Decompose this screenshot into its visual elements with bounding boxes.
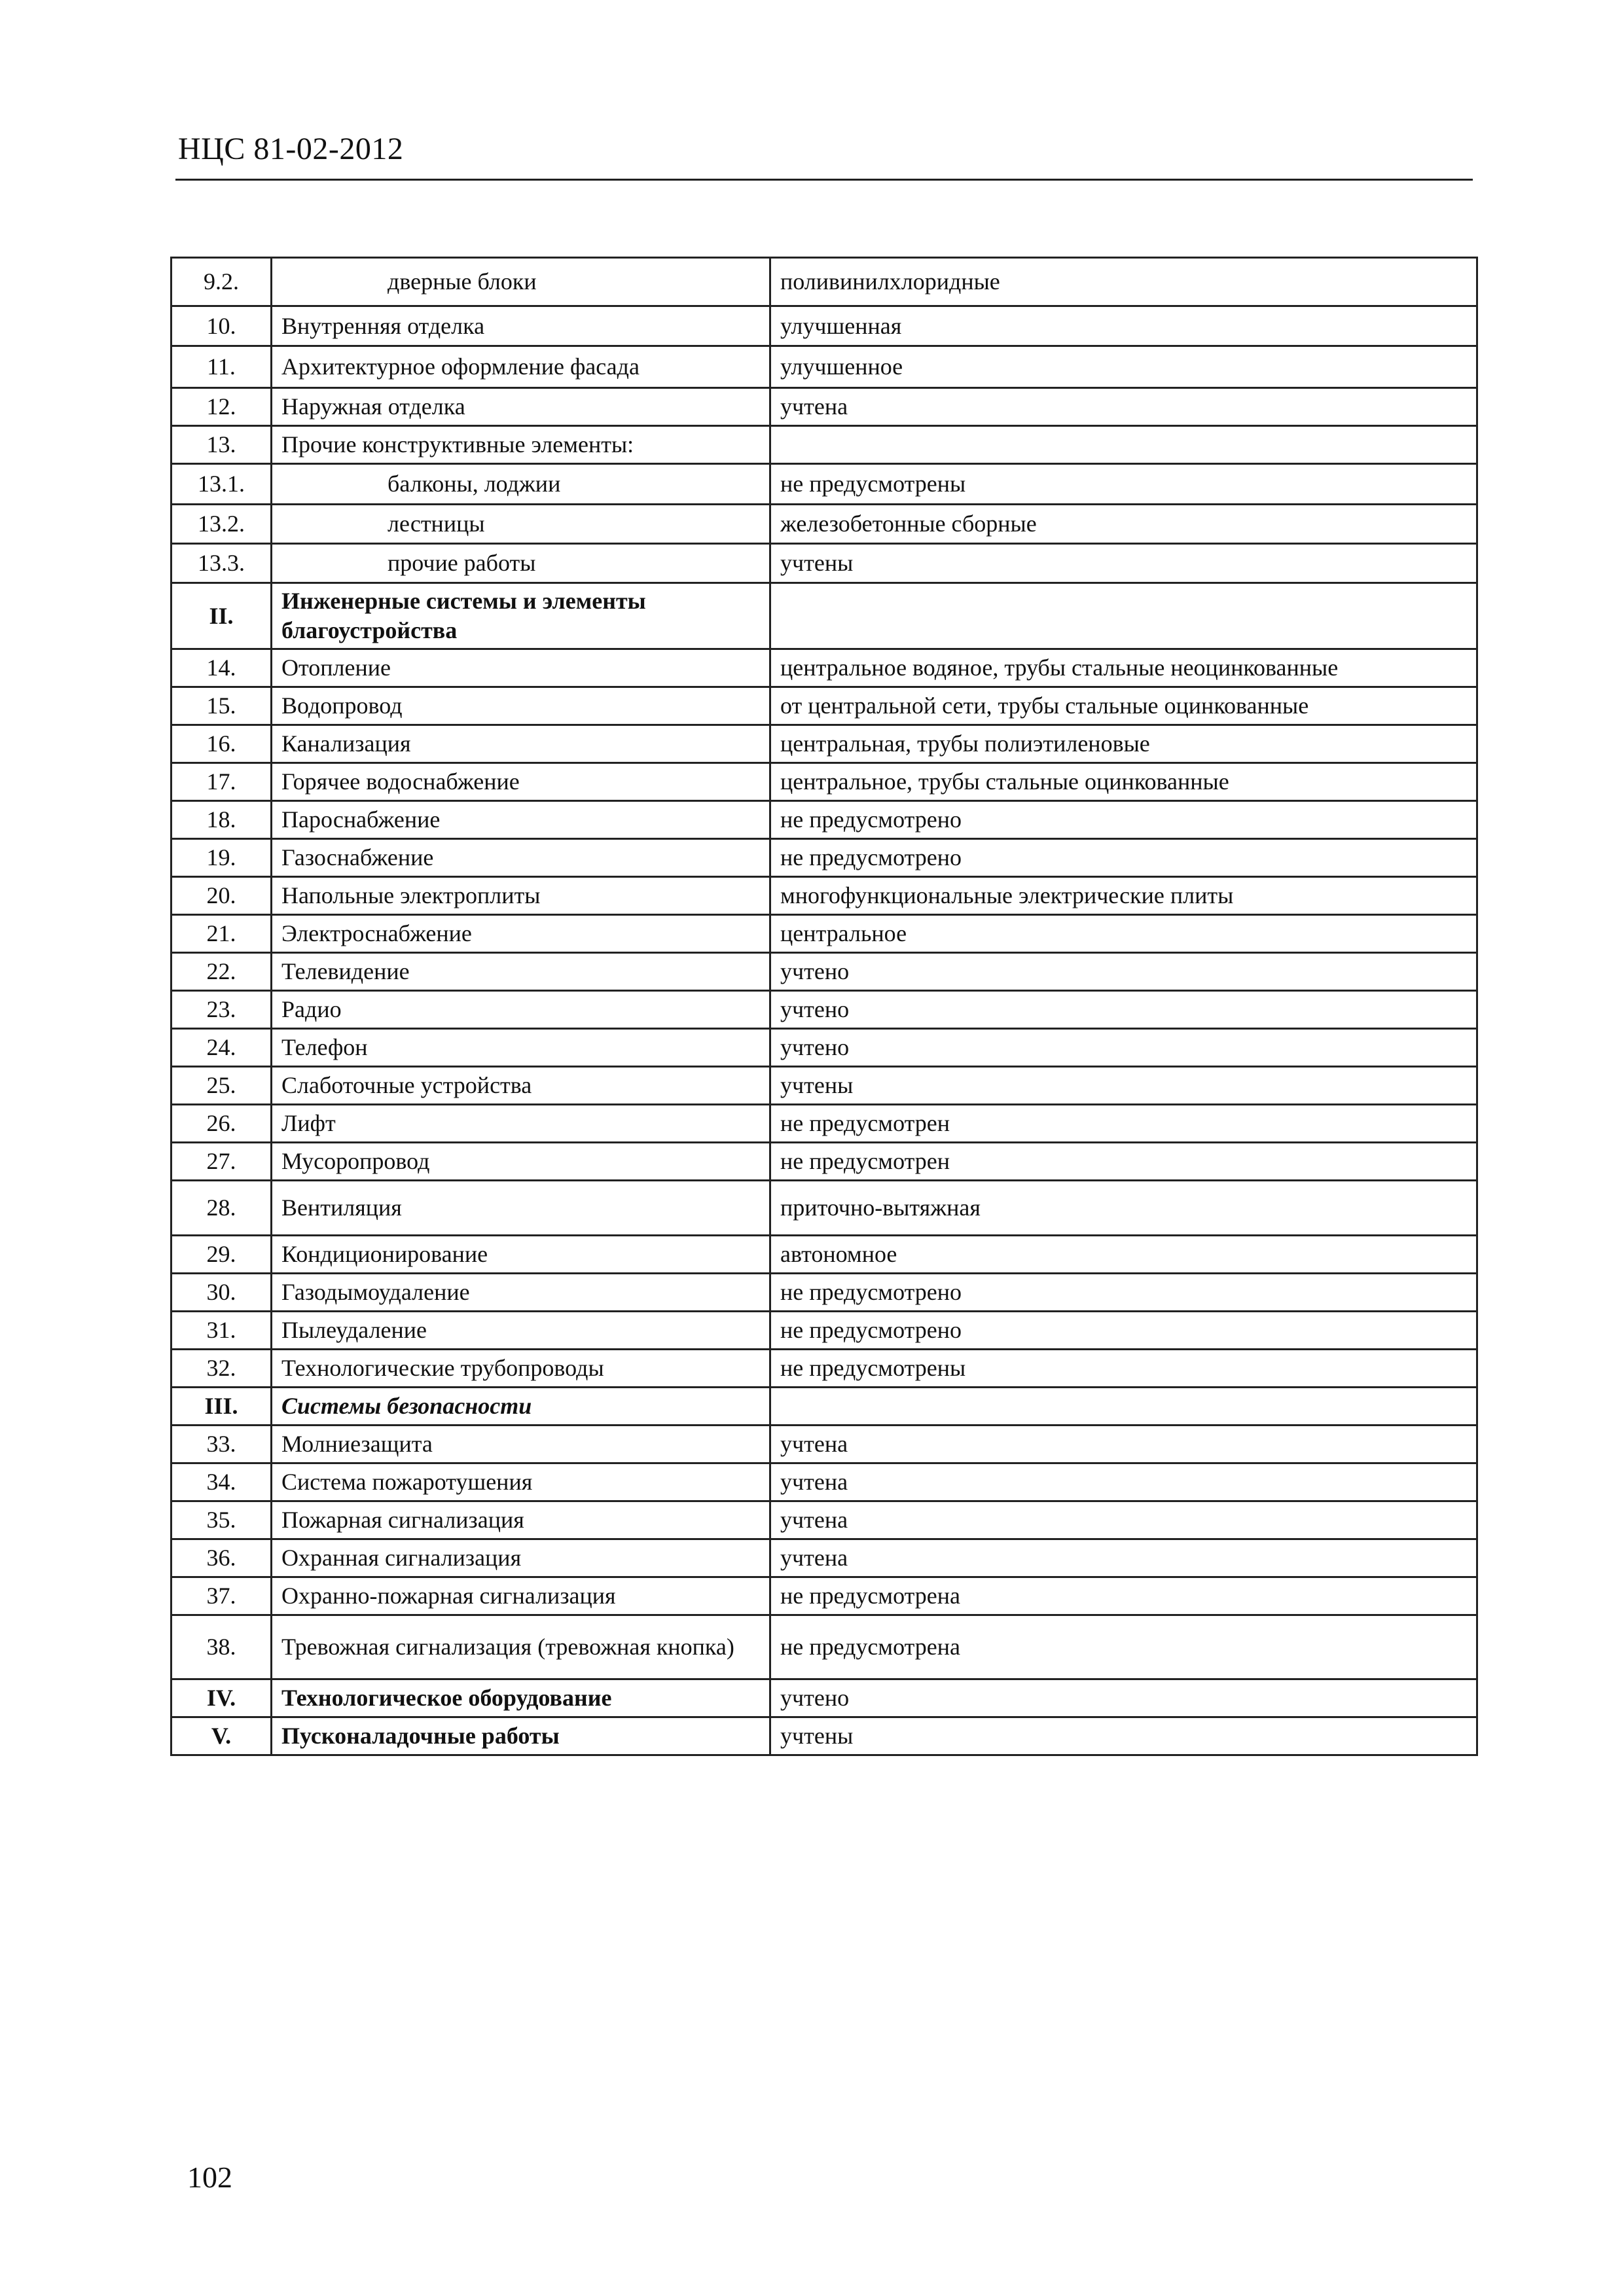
- row-value: центральная, трубы полиэтиленовые: [770, 725, 1477, 763]
- row-name: Прочие конструктивные элементы:: [272, 426, 770, 464]
- row-value: автономное: [770, 1236, 1477, 1274]
- table-row: [171, 1350, 1477, 1388]
- table-row: [171, 1274, 1477, 1312]
- table-row: [171, 1067, 1477, 1105]
- table-row: [171, 1717, 1477, 1755]
- row-value: не предусмотрена: [770, 1577, 1477, 1615]
- row-number: 31.: [171, 1312, 272, 1350]
- table-row: [171, 801, 1477, 839]
- row-value: поливинилхлоридные: [770, 258, 1477, 306]
- row-number: 24.: [171, 1029, 272, 1067]
- row-value: учтено: [770, 991, 1477, 1029]
- table-row: [171, 306, 1477, 346]
- table-row: [171, 763, 1477, 801]
- row-number: 37.: [171, 1577, 272, 1615]
- table-row: [171, 426, 1477, 464]
- row-name: Радио: [272, 991, 770, 1029]
- row-name: Система пожаротушения: [272, 1463, 770, 1501]
- row-number: 26.: [171, 1105, 272, 1143]
- row-value: не предусмотрено: [770, 839, 1477, 877]
- row-name: Пожарная сигнализация: [272, 1501, 770, 1539]
- row-number: 10.: [171, 306, 272, 346]
- row-number: 14.: [171, 649, 272, 687]
- row-number: 36.: [171, 1539, 272, 1577]
- row-name: прочие работы: [272, 544, 770, 583]
- row-name: Молниезащита: [272, 1426, 770, 1463]
- row-name: Пароснабжение: [272, 801, 770, 839]
- row-name: Внутренняя отделка: [272, 306, 770, 346]
- table-row: [171, 725, 1477, 763]
- row-name: Тревожная сигнализация (тревожная кнопка): [272, 1615, 770, 1679]
- row-number: 18.: [171, 801, 272, 839]
- row-number: 16.: [171, 725, 272, 763]
- row-number: II.: [171, 583, 272, 649]
- row-name: Наружная отделка: [272, 388, 770, 426]
- table-row: [171, 464, 1477, 505]
- row-number: 9.2.: [171, 258, 272, 306]
- table-row: [171, 1236, 1477, 1274]
- row-name: Охранно-пожарная сигнализация: [272, 1577, 770, 1615]
- row-name: Напольные электроплиты: [272, 877, 770, 915]
- table-row: [171, 839, 1477, 877]
- table-row: [171, 687, 1477, 725]
- row-value: [770, 583, 1477, 649]
- row-number: 27.: [171, 1143, 272, 1181]
- row-name: Охранная сигнализация: [272, 1539, 770, 1577]
- row-number: 28.: [171, 1181, 272, 1236]
- table-row: [171, 1615, 1477, 1679]
- row-value: не предусмотрена: [770, 1615, 1477, 1679]
- row-name: Пусконаладочные работы: [272, 1717, 770, 1755]
- row-name: Технологическое оборудование: [272, 1679, 770, 1717]
- row-value: многофункциональные электрические плиты: [770, 877, 1477, 915]
- row-name: Пылеудаление: [272, 1312, 770, 1350]
- table-row: [171, 1029, 1477, 1067]
- row-name: лестницы: [272, 505, 770, 544]
- row-name: Системы безопасности: [272, 1388, 770, 1426]
- table-row: [171, 1501, 1477, 1539]
- table-row: [171, 258, 1477, 306]
- row-value: учтена: [770, 388, 1477, 426]
- row-number: 34.: [171, 1463, 272, 1501]
- row-name: Вентиляция: [272, 1181, 770, 1236]
- row-number: V.: [171, 1717, 272, 1755]
- page-number: 102: [187, 2161, 232, 2194]
- row-name: дверные блоки: [272, 258, 770, 306]
- table-row: [171, 1105, 1477, 1143]
- table-row: [171, 505, 1477, 544]
- row-name: Водопровод: [272, 687, 770, 725]
- row-value: не предусмотрены: [770, 1350, 1477, 1388]
- row-name: Отопление: [272, 649, 770, 687]
- row-value: не предусмотрен: [770, 1143, 1477, 1181]
- row-name: Газодымоудаление: [272, 1274, 770, 1312]
- table-row: [171, 877, 1477, 915]
- row-value: не предусмотрены: [770, 464, 1477, 505]
- row-name: Лифт: [272, 1105, 770, 1143]
- row-value: учтена: [770, 1539, 1477, 1577]
- row-name: Телевидение: [272, 953, 770, 991]
- row-value: не предусмотрено: [770, 1274, 1477, 1312]
- table-row: [171, 991, 1477, 1029]
- row-value: центральное водяное, трубы стальные неоцинкованные: [770, 649, 1477, 687]
- row-number: IV.: [171, 1679, 272, 1717]
- row-name: Горячее водоснабжение: [272, 763, 770, 801]
- row-value: [770, 426, 1477, 464]
- row-value: не предусмотрен: [770, 1105, 1477, 1143]
- row-value: учтена: [770, 1501, 1477, 1539]
- table-row: [171, 1181, 1477, 1236]
- row-value: от центральной сети, трубы стальные оцинкованные: [770, 687, 1477, 725]
- row-number: 32.: [171, 1350, 272, 1388]
- row-number: 29.: [171, 1236, 272, 1274]
- row-number: 35.: [171, 1501, 272, 1539]
- row-name: Телефон: [272, 1029, 770, 1067]
- table-row: [171, 1143, 1477, 1181]
- table-row: [171, 649, 1477, 687]
- table-row: [171, 1426, 1477, 1463]
- row-number: 38.: [171, 1615, 272, 1679]
- table-row: [171, 1312, 1477, 1350]
- row-value: учтена: [770, 1426, 1477, 1463]
- row-number: 21.: [171, 915, 272, 953]
- header-rule: [175, 179, 1473, 181]
- row-value: учтено: [770, 1029, 1477, 1067]
- table-row: [171, 388, 1477, 426]
- row-value: центральное, трубы стальные оцинкованные: [770, 763, 1477, 801]
- row-name: Мусоропровод: [272, 1143, 770, 1181]
- row-name: Архитектурное оформление фасада: [272, 346, 770, 388]
- document-code: НЦС 81-02-2012: [178, 132, 404, 166]
- row-number: 23.: [171, 991, 272, 1029]
- table-row: [171, 1577, 1477, 1615]
- table-row: [171, 953, 1477, 991]
- row-value: улучшенная: [770, 306, 1477, 346]
- table-row: [171, 1679, 1477, 1717]
- table-row: [171, 1463, 1477, 1501]
- row-number: 33.: [171, 1426, 272, 1463]
- row-name: Технологические трубопроводы: [272, 1350, 770, 1388]
- row-number: 13.1.: [171, 464, 272, 505]
- row-name: балконы, лоджии: [272, 464, 770, 505]
- table-row: [171, 915, 1477, 953]
- row-name: Инженерные системы и элементы благоустройства: [272, 583, 770, 649]
- row-number: 30.: [171, 1274, 272, 1312]
- row-number: 13.2.: [171, 505, 272, 544]
- specification-table-body: [171, 258, 1477, 1755]
- row-name: Газоснабжение: [272, 839, 770, 877]
- table-row: [171, 346, 1477, 388]
- row-value: учтено: [770, 1679, 1477, 1717]
- row-number: 25.: [171, 1067, 272, 1105]
- table-row: [171, 583, 1477, 649]
- row-number: 22.: [171, 953, 272, 991]
- row-value: учтены: [770, 544, 1477, 583]
- table-row: [171, 1388, 1477, 1426]
- row-name: Электроснабжение: [272, 915, 770, 953]
- row-value: учтено: [770, 953, 1477, 991]
- table-row: [171, 544, 1477, 583]
- specification-table: [170, 257, 1478, 1756]
- row-number: 13.3.: [171, 544, 272, 583]
- row-number: 19.: [171, 839, 272, 877]
- table-row: [171, 1539, 1477, 1577]
- row-number: 13.: [171, 426, 272, 464]
- row-name: Слаботочные устройства: [272, 1067, 770, 1105]
- row-value: [770, 1388, 1477, 1426]
- row-value: железобетонные сборные: [770, 505, 1477, 544]
- row-name: Канализация: [272, 725, 770, 763]
- row-number: 12.: [171, 388, 272, 426]
- row-value: учтена: [770, 1463, 1477, 1501]
- row-value: центральное: [770, 915, 1477, 953]
- row-number: 11.: [171, 346, 272, 388]
- row-value: учтены: [770, 1717, 1477, 1755]
- row-value: улучшенное: [770, 346, 1477, 388]
- row-number: 17.: [171, 763, 272, 801]
- row-value: приточно-вытяжная: [770, 1181, 1477, 1236]
- row-number: 15.: [171, 687, 272, 725]
- row-value: не предусмотрено: [770, 801, 1477, 839]
- row-value: учтены: [770, 1067, 1477, 1105]
- row-name: Кондиционирование: [272, 1236, 770, 1274]
- row-number: III.: [171, 1388, 272, 1426]
- row-number: 20.: [171, 877, 272, 915]
- row-value: не предусмотрено: [770, 1312, 1477, 1350]
